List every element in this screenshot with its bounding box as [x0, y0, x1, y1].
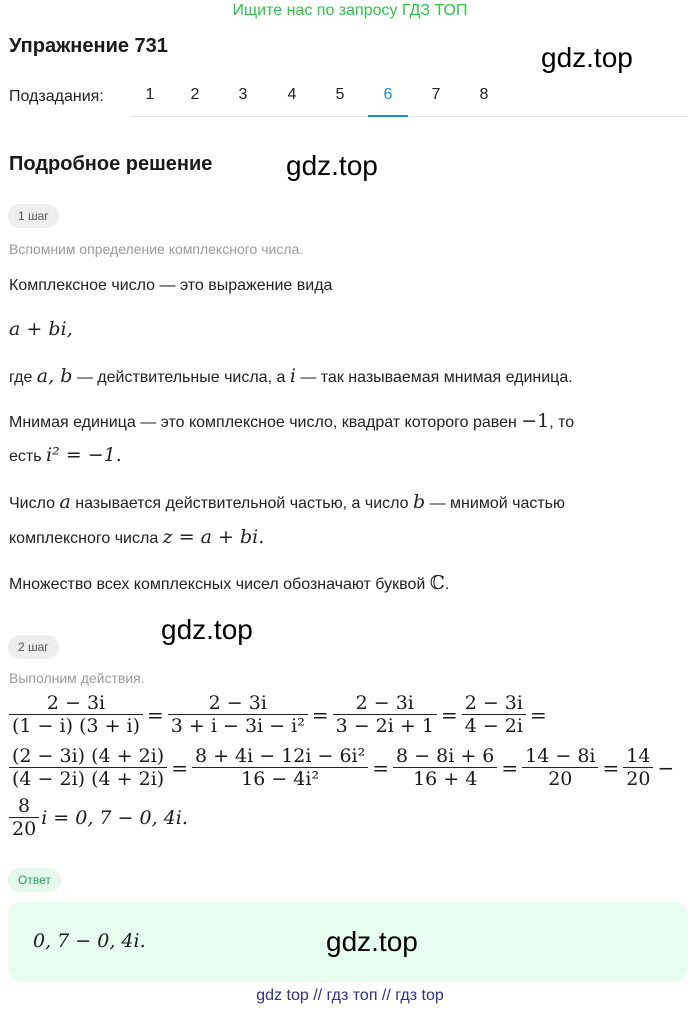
fraction [9, 795, 39, 840]
text: — мнимой частью [425, 495, 565, 512]
math: −1 [521, 410, 550, 432]
math: a, b [36, 365, 73, 387]
text: Множество всех комплексных чисел обозначают буквой [9, 576, 430, 593]
denominator: 16 − 4i² [192, 767, 368, 790]
step-badge: 1 шаг [8, 204, 59, 228]
equation-line-2 [9, 745, 678, 790]
fraction [393, 745, 497, 790]
fraction [168, 692, 308, 737]
step-badge: 2 шаг [8, 635, 59, 659]
fraction [9, 745, 167, 790]
text: называется действительной частью, а число [70, 495, 413, 512]
subtask-tab-3[interactable]: 3 [238, 86, 248, 103]
formula-text: a + bi, [9, 318, 73, 340]
watermark: gdz.top [326, 926, 418, 957]
denominator: 20 [522, 767, 598, 790]
paragraph [9, 410, 574, 432]
text: где [9, 369, 37, 386]
numerator: 14 − 8i [525, 745, 596, 767]
text: — действительные числа, а [72, 369, 290, 386]
top-banner[interactable]: Ищите нас по запросу ГДЗ ТОП [232, 2, 468, 19]
footer-links[interactable]: gdz top // гдз топ // гдз top [256, 987, 444, 1004]
paragraph [9, 491, 565, 513]
denominator: 4 − 2i [462, 714, 526, 737]
answer-value: 0, 7 − 0, 4i. [33, 930, 146, 952]
subtask-tab-8[interactable]: 8 [479, 86, 489, 103]
denominator: 20 [623, 767, 653, 790]
denominator: 20 [9, 817, 39, 840]
minus-sign: − [657, 755, 675, 780]
numerator: 14 [626, 745, 651, 767]
equals-sign: = [372, 755, 390, 780]
fraction [623, 745, 653, 790]
fraction [192, 745, 368, 790]
math: a [59, 491, 71, 513]
numerator: 8 − 8i + 6 [396, 745, 495, 767]
numerator: 2 − 3i [355, 692, 414, 714]
math: i² = −1. [46, 444, 122, 466]
step-hint: Вспомним определение комплексного числа. [9, 241, 304, 257]
numerator: 8 + 4i − 12i − 6i² [194, 745, 366, 767]
equals-sign: = [171, 755, 188, 780]
text: , то [549, 414, 575, 431]
subtask-tab-7[interactable]: 7 [431, 86, 441, 103]
math: i [289, 365, 296, 387]
text: Число [9, 495, 60, 512]
math: i = 0, 7 − 0, 4i. [41, 806, 188, 829]
paragraph [9, 572, 449, 594]
paragraph [9, 365, 573, 387]
denominator: 3 + i − 3i − i² [168, 714, 308, 737]
subtasks-label: Подзадания: [9, 88, 104, 105]
subtask-tab-1[interactable]: 1 [145, 86, 155, 103]
subtask-tabs [130, 78, 688, 117]
subtask-tab-6[interactable]: 6 [368, 86, 408, 117]
text: есть [9, 448, 47, 465]
watermark: gdz.top [286, 150, 378, 181]
subtask-tab-5[interactable]: 5 [335, 86, 345, 103]
equation-line-3 [9, 795, 188, 840]
fraction [522, 745, 598, 790]
equals-sign: = [147, 702, 164, 727]
denominator: (1 − i) (3 + i) [9, 714, 143, 737]
denominator: (4 − 2i) (4 + 2i) [9, 767, 167, 790]
subtask-tab-4[interactable]: 4 [287, 86, 297, 103]
fraction [333, 692, 437, 737]
equals-sign: = [501, 755, 519, 780]
watermark: gdz.top [541, 42, 633, 73]
equals-sign: = [529, 702, 547, 727]
paragraph [9, 444, 122, 466]
fraction [9, 692, 143, 737]
text: комплексного числа [9, 530, 163, 547]
step-hint: Выполним действия. [9, 670, 145, 686]
equation-line-1 [9, 692, 551, 737]
answer-badge: Ответ [8, 868, 61, 892]
denominator: 3 − 2i + 1 [333, 714, 437, 737]
text: . [444, 576, 450, 593]
paragraph [9, 526, 264, 548]
subtask-tab-2[interactable]: 2 [190, 86, 200, 103]
text: Мнимая единица — это комплексное число, квадрат которого равен [9, 414, 522, 431]
text: — так называемая мнимая единица. [295, 369, 573, 386]
section-title: Подробное решение [9, 153, 213, 175]
denominator: 16 + 4 [393, 767, 497, 790]
watermark: gdz.top [161, 614, 253, 645]
math: ℂ [429, 572, 445, 594]
numerator: 2 − 3i [46, 692, 106, 714]
numerator: 2 − 3i [208, 692, 267, 714]
numerator: 2 − 3i [464, 692, 523, 714]
equals-sign: = [602, 755, 620, 780]
numerator: 8 [18, 795, 31, 817]
paragraph: Комплексное число — это выражение вида [9, 277, 333, 294]
exercise-title: Упражнение 731 [9, 35, 168, 57]
formula [9, 318, 73, 340]
math: b [412, 491, 426, 513]
equals-sign: = [311, 702, 329, 727]
equals-sign: = [440, 702, 458, 727]
numerator: (2 − 3i) (4 + 2i) [12, 745, 165, 767]
math: z = a + bi. [162, 526, 265, 548]
fraction [462, 692, 526, 737]
